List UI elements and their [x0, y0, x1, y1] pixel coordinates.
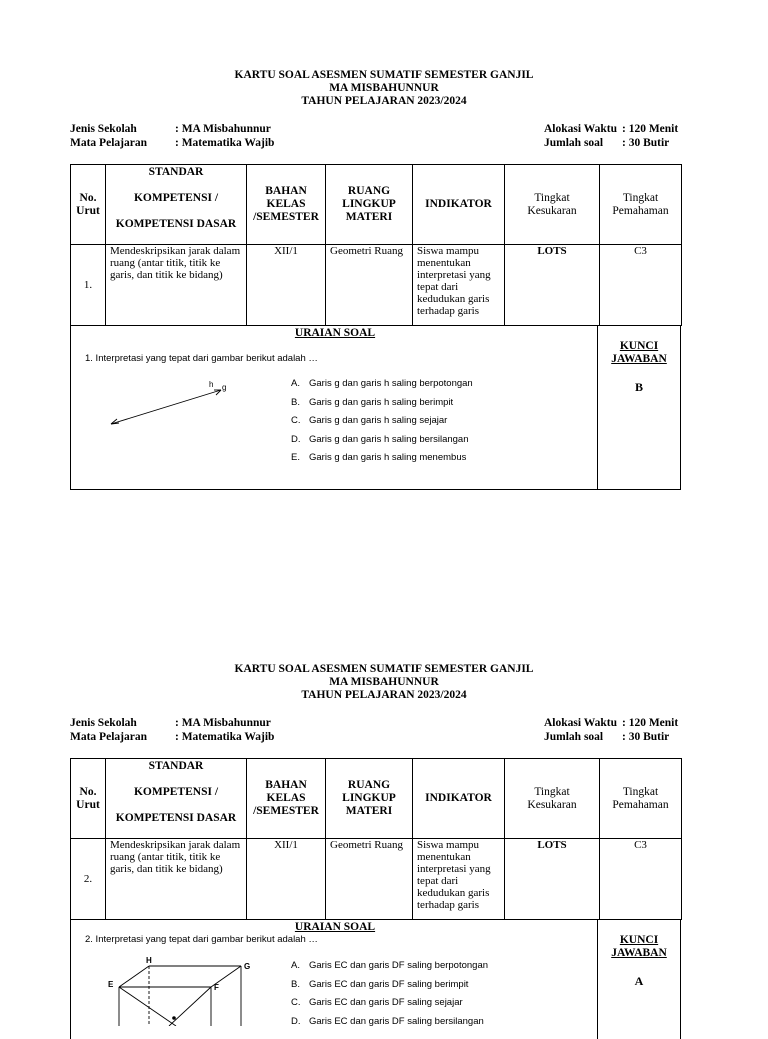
lines-g-h-figure — [101, 378, 241, 434]
diagonal-df — [169, 987, 211, 1026]
answer-key-column — [597, 326, 680, 489]
info-table — [70, 758, 682, 920]
doc-title: KARTU SOAL ASESMEN SUMATIF SEMESTER GANJIL MA MISBAHUNNUR TAHUN PELAJARAN 2023/2024 — [234, 663, 534, 701]
question-section — [70, 325, 681, 490]
meta-left: Jenis Sekolah : MA Misbahunnur Mata Pelajaran : Matematika Wajib — [70, 123, 275, 149]
label-h: h — [209, 380, 214, 389]
question-text: 2. Interpretasi yang tepat dari gambar berikut adalah … — [85, 934, 318, 945]
col-no: No. Urut — [71, 165, 106, 245]
svg-text:G: G — [244, 962, 251, 971]
answer-options — [291, 378, 473, 471]
cube-figure — [101, 956, 291, 1026]
table-row: 2. Mendeskripsikan jarak dalam ruang (antar titik, titik ke garis, dan titik ke bidang) XII/1 Geometri Ruang Siswa mampu menentukan interpretasi yang tepat dari kedudukan garis terhadap garis LOTS C3 — [71, 839, 682, 920]
col-indikator: INDIKATOR — [413, 165, 505, 245]
option-a: A. Garis g dan garis h saling berpotongan — [291, 378, 473, 389]
label-g: g — [222, 383, 227, 392]
answer-key-value: A — [634, 974, 644, 988]
option-b: B. Garis EC dan garis DF saling berimpit — [291, 978, 469, 990]
option-d: D. Garis g dan garis h saling bersilangan — [291, 433, 469, 445]
svg-text:E: E — [108, 980, 114, 989]
col-bahan: BAHAN KELAS /SEMESTER — [247, 759, 326, 839]
answer-options — [291, 960, 488, 1034]
question-text: 1. Interpretasi yang tepat dari gambar berikut adalah … — [85, 353, 318, 364]
col-pemahaman: Tingkat Pemahaman — [600, 165, 682, 245]
option-d: D. Garis EC dan garis DF saling bersilangan — [291, 1015, 484, 1027]
table-header-row — [71, 759, 682, 839]
col-ruang: RUANG LINGKUP MATERI — [326, 165, 413, 245]
col-standar: STANDAR KOMPETENSI / KOMPETENSI DASAR — [106, 165, 247, 245]
answer-key-value: B — [634, 380, 643, 394]
col-bahan: BAHAN KELAS /SEMESTER — [247, 165, 326, 245]
diagonal-ec — [119, 987, 176, 1026]
col-no: No. Urut — [71, 759, 106, 839]
col-standar: STANDAR KOMPETENSI / KOMPETENSI DASAR — [106, 759, 247, 839]
meta-right: Alokasi Waktu : 120 Menit Jumlah soal : 30 Butir — [544, 717, 679, 743]
col-kesukaran: Tingkat Kesukaran — [505, 165, 600, 245]
table-row: 1. Mendeskripsikan jarak dalam ruang (antar titik, titik ke garis, dan titik ke bidang) XII/1 Geometri Ruang Siswa mampu menentukan interpretasi yang tepat dari kedudukan garis terhadap garis LOTS C3 — [71, 245, 682, 326]
question-section-title: URAIAN SOAL — [294, 921, 376, 933]
meta-left: Jenis Sekolah : MA Misbahunnur Mata Pelajaran : Matematika Wajib — [70, 717, 275, 743]
option-c: C. Garis EC dan garis DF saling sejajar — [291, 997, 463, 1009]
option-b: B. Garis g dan garis h saling berimpit — [291, 396, 454, 408]
answer-key-title: KUNCI JAWABAN — [611, 934, 667, 959]
col-pemahaman: Tingkat Pemahaman — [600, 759, 682, 839]
col-ruang: RUANG LINGKUP MATERI — [326, 759, 413, 839]
question-section-title: URAIAN SOAL — [294, 327, 376, 339]
svg-text:H: H — [146, 956, 152, 965]
edge-he — [119, 966, 149, 987]
question-section — [70, 919, 681, 1039]
svg-text:F: F — [214, 983, 219, 992]
option-c: C. Garis g dan garis h saling sejajar — [291, 415, 448, 427]
option-a: A. Garis EC dan garis DF saling berpotongan — [291, 960, 489, 971]
option-e: E. Garis g dan garis h saling menembus — [291, 452, 467, 464]
col-indikator: INDIKATOR — [413, 759, 505, 839]
line-g — [111, 390, 221, 424]
doc-title: KARTU SOAL ASESMEN SUMATIF SEMESTER GANJIL MA MISBAHUNNUR TAHUN PELAJARAN 2023/2024 — [234, 69, 534, 107]
col-kesukaran: Tingkat Kesukaran — [505, 759, 600, 839]
answer-key-title: KUNCI JAWABAN — [611, 340, 667, 365]
intersection-point — [172, 1016, 176, 1020]
info-table — [70, 164, 682, 326]
meta-right: Alokasi Waktu : 120 Menit Jumlah soal : 30 Butir — [544, 123, 679, 149]
answer-key-column — [597, 920, 680, 1039]
table-header-row — [71, 165, 682, 245]
